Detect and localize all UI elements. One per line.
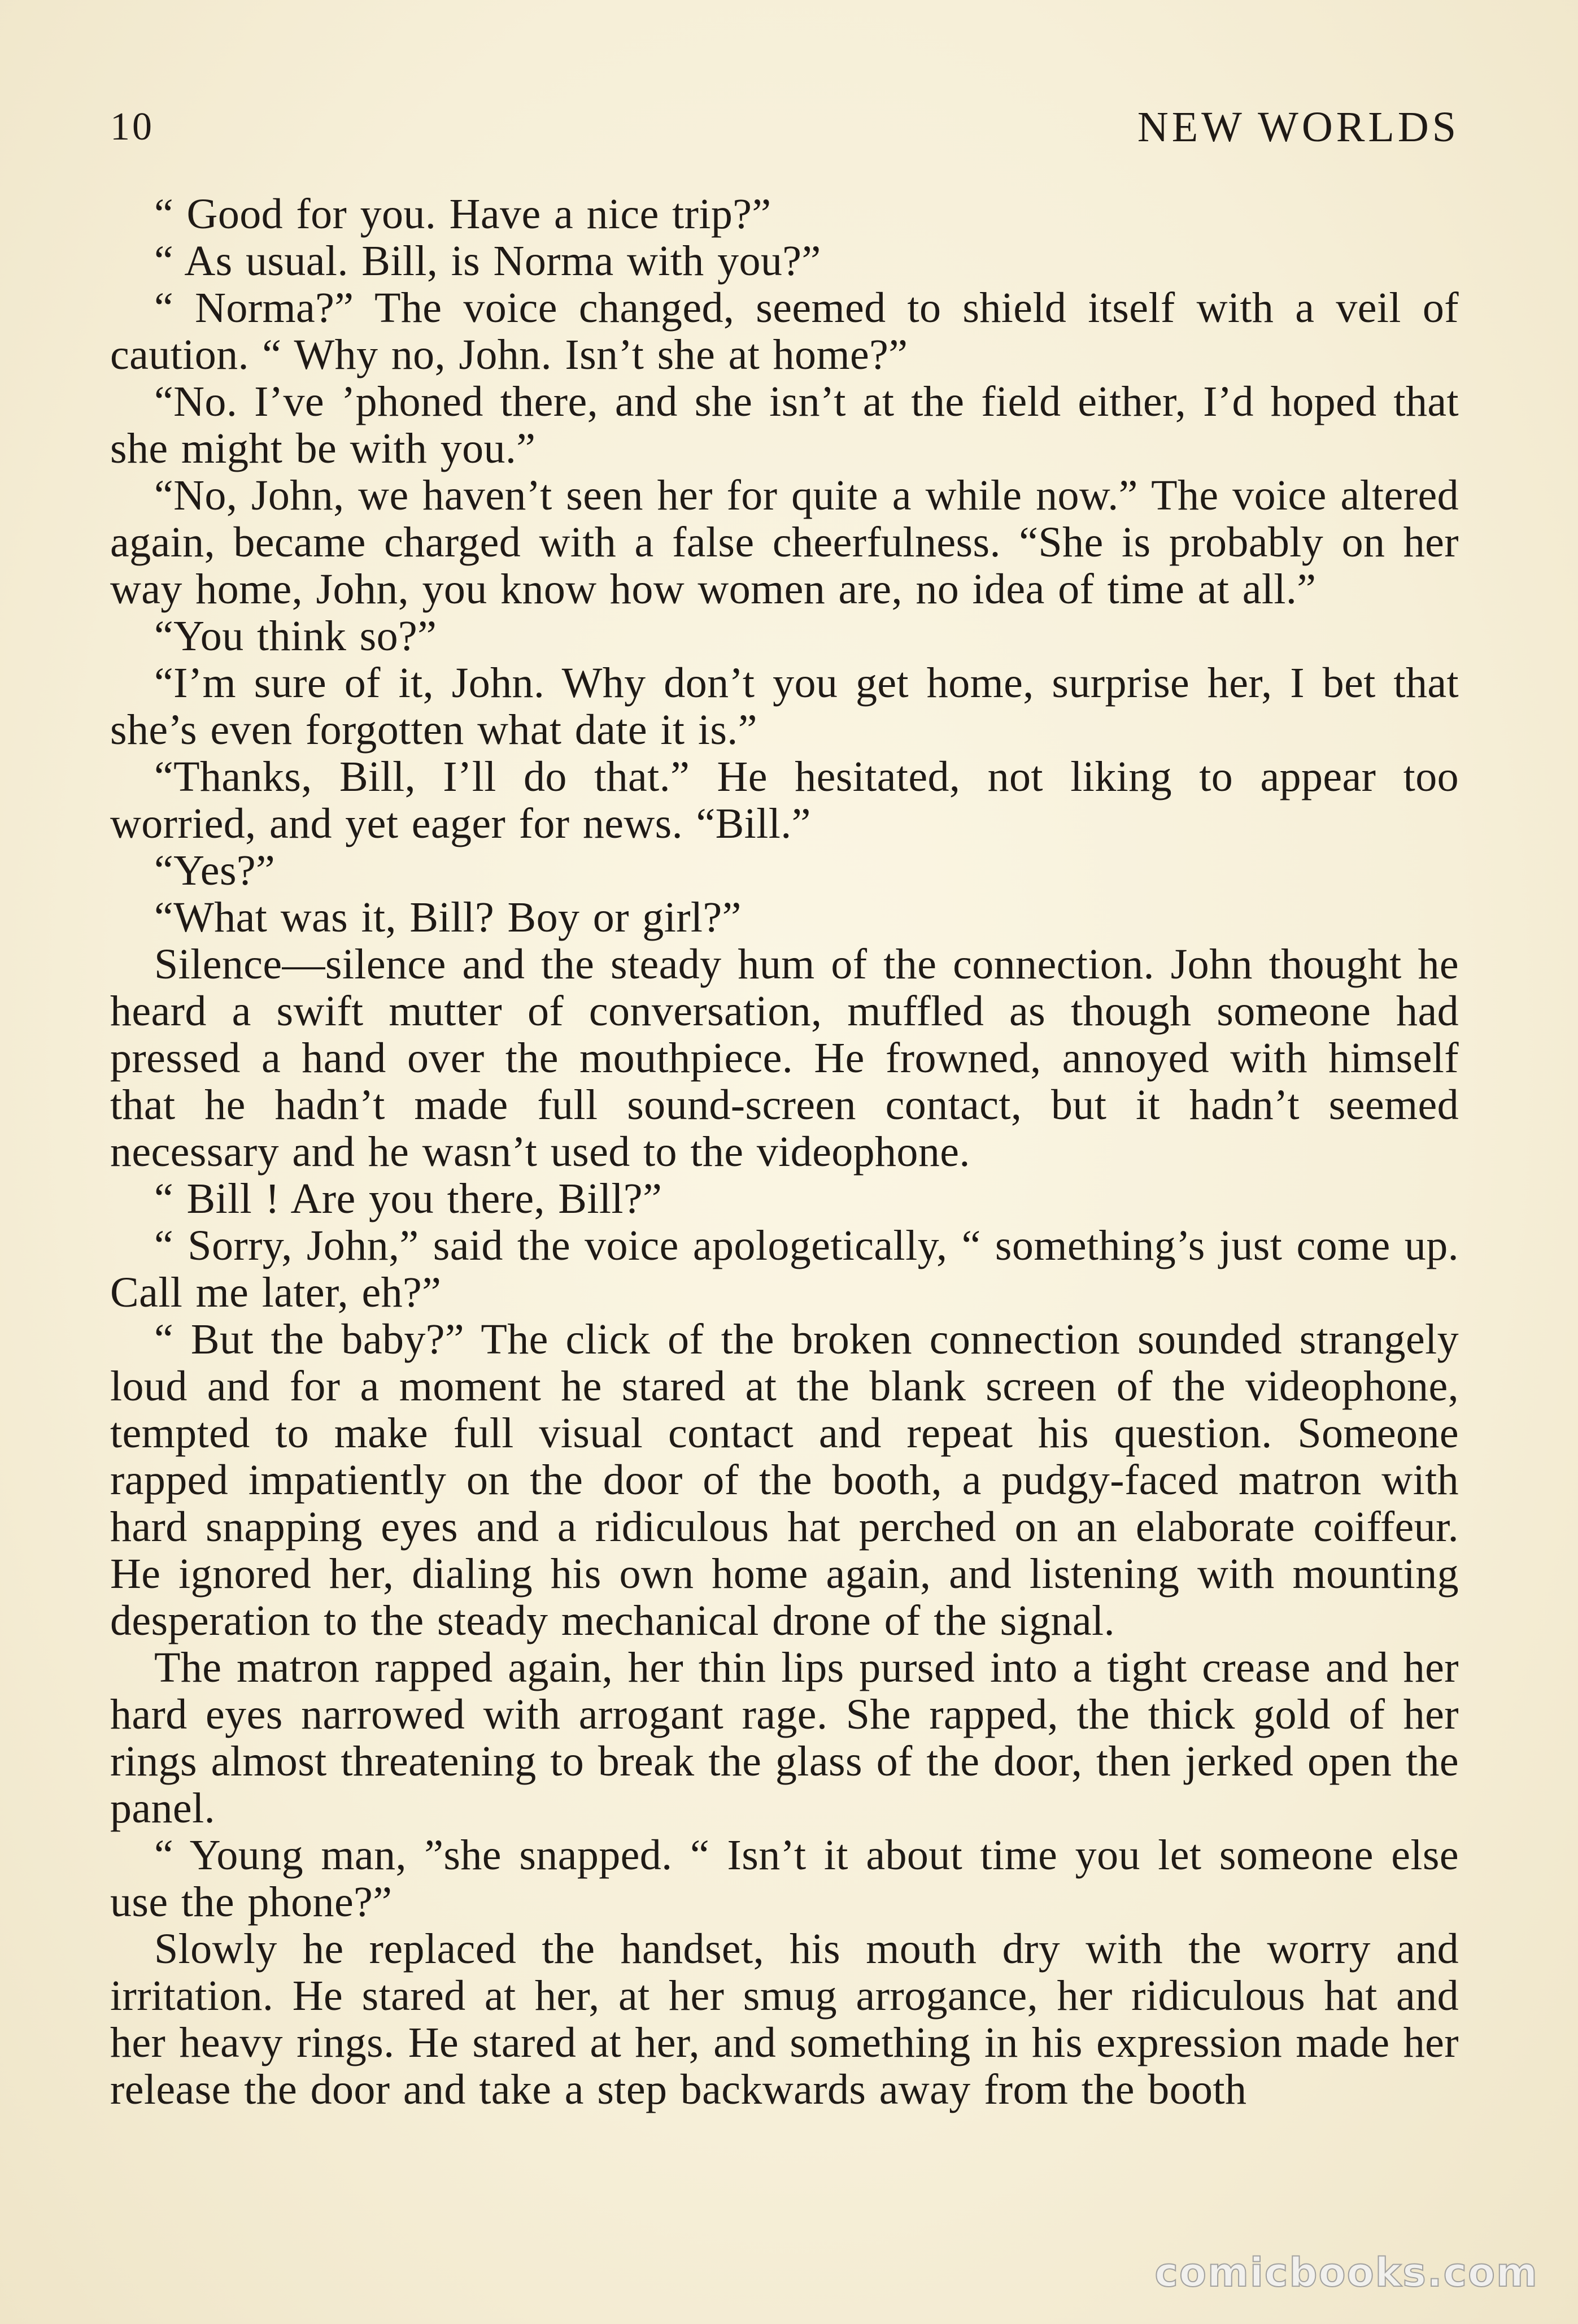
paragraph: “ As usual. Bill, is Norma with you?” — [154, 237, 821, 285]
page-number: 10 — [110, 105, 154, 149]
story-text — [110, 191, 1459, 2113]
page-header — [110, 96, 1459, 158]
paragraph: “Yes?” — [154, 847, 276, 894]
paragraph: “Thanks, Bill, I’ll do that.” He hesitated, not liking to appear too worried, and yet eager for news. “Bill.” — [110, 753, 1459, 847]
paragraph: “ Sorry, John,” said the voice apologetically, “ something’s just come up. Call me later, eh?” — [110, 1222, 1459, 1316]
paragraph: “No. I’ve ’phoned there, and she isn’t at the field either, I’d hoped that she might be with you.” — [110, 378, 1459, 472]
paragraph: “ Norma?” The voice changed, seemed to shield itself with a veil of caution. “ Why no, John. Isn’t she at home?” — [110, 284, 1459, 378]
paragraph: The matron rapped again, her thin lips pursed into a tight crease and her hard eyes narrowed with arrogant rage. She rapped, the thick gold of her rings almost threatening to break the glass of the door, then jerked open the panel. — [110, 1644, 1459, 1832]
paragraph: Silence—silence and the steady hum of the connection. John thought he heard a swift mutter of conversation, muffled as though someone had pressed a hand over the mouthpiece. He frowned, annoyed with himself that he hadn’t made full sound-screen contact, but it hadn’t seemed necessary and he wasn’t used to the videophone. — [110, 941, 1459, 1176]
running-title: NEW WORLDS — [1137, 103, 1459, 151]
paragraph: “ Young man, ”she snapped. “ Isn’t it about time you let someone else use the phone?” — [110, 1831, 1459, 1926]
paragraph: “What was it, Bill? Boy or girl?” — [154, 894, 742, 941]
paragraph: “I’m sure of it, John. Why don’t you get home, surprise her, I bet that she’s even forgotten what date it is.” — [110, 659, 1459, 754]
watermark: comicbooks.com — [1154, 2249, 1538, 2296]
paragraph: “ Bill ! Are you there, Bill?” — [154, 1175, 662, 1222]
paragraph: “You think so?” — [154, 612, 437, 660]
paragraph: “No, John, we haven’t seen her for quite a while now.” The voice altered again, became charged with a false cheerfulness. “She is probably on her way home, John, you know how women are, no idea of time at all.” — [110, 472, 1459, 613]
paragraph: Slowly he replaced the handset, his mouth dry with the worry and irritation. He stared at her, at her smug arrogance, her ridiculous hat and her heavy rings. He stared at her, and something in his expression made her release the door and take a step backwards away from the booth — [110, 1925, 1459, 2113]
paragraph: “ Good for you. Have a nice trip?” — [154, 190, 771, 238]
paragraph: “ But the baby?” The click of the broken connection sounded strangely loud and for a moment he stared at the blank screen of the videophone, tempted to make full visual contact and repeat his question. Someone rapped impatiently on the door of the booth, a pudgy-faced matron with hard snapping eyes and a ridiculous hat perched on an elaborate coiffeur. He ignored her, dialing his own home again, and listening with mounting desperation to the steady mechanical drone of the signal. — [110, 1316, 1459, 1644]
